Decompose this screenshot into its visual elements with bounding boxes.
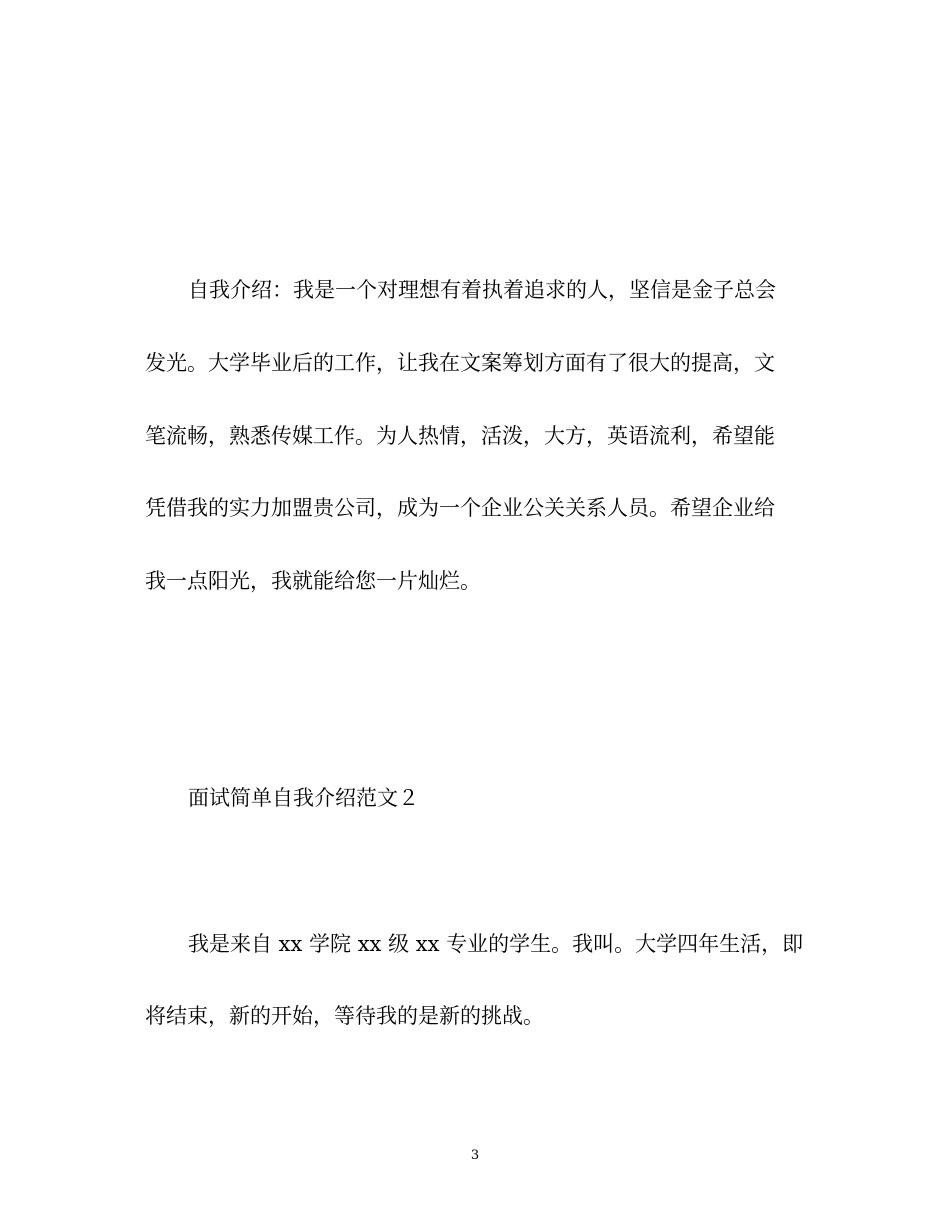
paragraph-line: 笔流畅，熟悉传媒工作。为人热情，活泼，大方，英语流利，希望能 [145, 424, 775, 448]
paragraph-line: 将结束，新的开始，等待我的是新的挑战。 [145, 1004, 544, 1028]
paragraph-line: 凭借我的实力加盟贵公司，成为一个企业公关关系人员。希望企业给 [145, 496, 775, 520]
section-heading: 面试简单自我介绍范文２ [188, 786, 419, 810]
paragraph-line: 发光。大学毕业后的工作，让我在文案筹划方面有了很大的提高，文 [145, 351, 775, 375]
page-number: 3 [470, 1148, 480, 1163]
paragraph-line: 我一点阳光，我就能给您一片灿烂。 [145, 569, 481, 593]
paragraph-line: 我是来自 xx 学院 xx 级 xx 专业的学生。我叫。大学四年生活，即 [188, 932, 804, 956]
paragraph-line: 自我介绍：我是一个对理想有着执着追求的人，坚信是金子总会 [188, 278, 776, 302]
